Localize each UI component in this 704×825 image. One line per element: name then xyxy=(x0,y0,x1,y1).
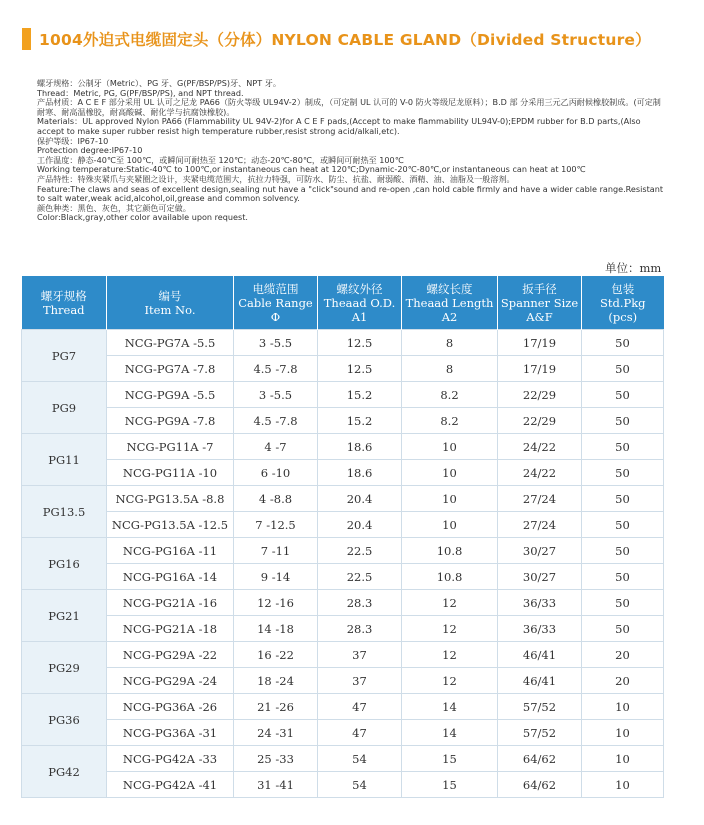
thread-od-cell: 18.6 xyxy=(318,460,402,486)
thread-length-cell: 10 xyxy=(402,486,498,512)
thread-od-cell: 28.3 xyxy=(318,616,402,642)
thread-cell: PG16 xyxy=(22,538,107,590)
item-no-cell: NCG-PG29A -24 xyxy=(107,668,234,694)
table-row xyxy=(22,746,664,772)
thread-od-cell: 54 xyxy=(318,772,402,798)
std-pkg-cell: 10 xyxy=(582,772,664,798)
thread-length-cell: 14 xyxy=(402,694,498,720)
thread-length-cell: 10 xyxy=(402,460,498,486)
page-title: 1004外迫式电缆固定头（分体）NYLON CABLE GLAND（Divided Structure） xyxy=(39,31,651,49)
table-row xyxy=(22,356,664,382)
spanner-size-cell: 64/62 xyxy=(498,772,582,798)
item-no-cell: NCG-PG13.5A -12.5 xyxy=(107,512,234,538)
cable-range-cell: 21 -26 xyxy=(234,694,318,720)
cable-range-cell: 25 -33 xyxy=(234,746,318,772)
thread-length-cell: 8 xyxy=(402,330,498,356)
thread-length-cell: 12 xyxy=(402,590,498,616)
std-pkg-cell: 50 xyxy=(582,616,664,642)
spec-line: Thread：Metric, PG, G(PF/BSP/PS), and NPT thread. xyxy=(37,87,244,98)
thread-length-cell: 8 xyxy=(402,356,498,382)
spec-line: 产品材质：A C E F 部分采用 UL 认可之尼龙 PA66（防火等级 UL94V-2）制成，（可定制 UL 认可的 V-0 防火等级尼龙原料）；B.D 部 分采用三元乙丙耐候橡胶制成。(可定制耐寒、耐高温橡胶，耐高酸碱、耐化学与抗腐蚀橡胶)。 xyxy=(37,97,661,117)
std-pkg-cell: 10 xyxy=(582,720,664,746)
table-row xyxy=(22,668,664,694)
table-header-row xyxy=(22,276,664,330)
spanner-size-cell: 30/27 xyxy=(498,538,582,564)
std-pkg-cell: 20 xyxy=(582,642,664,668)
thread-length-cell: 10 xyxy=(402,512,498,538)
header-thread: 螺牙规格 Thread xyxy=(22,276,107,330)
spanner-size-cell: 46/41 xyxy=(498,668,582,694)
thread-cell: PG11 xyxy=(22,434,107,486)
spanner-size-cell: 22/29 xyxy=(498,408,582,434)
thread-od-cell: 12.5 xyxy=(318,356,402,382)
thread-length-cell: 15 xyxy=(402,746,498,772)
spec-line: 螺牙规格：公制牙（Metric）、PG 牙、G(PF/BSP/PS)牙、NPT 牙。 xyxy=(37,78,281,88)
item-no-cell: NCG-PG11A -10 xyxy=(107,460,234,486)
table-row xyxy=(22,512,664,538)
table-row xyxy=(22,642,664,668)
thread-length-cell: 12 xyxy=(402,616,498,642)
cable-range-cell: 4 -7 xyxy=(234,434,318,460)
item-no-cell: NCG-PG36A -31 xyxy=(107,720,234,746)
std-pkg-cell: 50 xyxy=(582,486,664,512)
thread-cell: PG21 xyxy=(22,590,107,642)
thread-od-cell: 47 xyxy=(318,720,402,746)
item-no-cell: NCG-PG21A -16 xyxy=(107,590,234,616)
spec-line: Feature:The claws and seas of excellent design,sealing nut have a "click"sound and re-open ,can hold cable firmly and have a wider cable range.Resistant to salt water,weak acid,alcohol,oil,grease and common solvency. xyxy=(37,183,664,204)
item-no-cell: NCG-PG16A -14 xyxy=(107,564,234,590)
spec-line: 保护等级：IP67-10 xyxy=(37,135,109,146)
item-no-cell: NCG-PG9A -7.8 xyxy=(107,408,234,434)
thread-length-cell: 12 xyxy=(402,642,498,668)
item-no-cell: NCG-PG29A -22 xyxy=(107,642,234,668)
spanner-size-cell: 46/41 xyxy=(498,642,582,668)
cable-range-cell: 9 -14 xyxy=(234,564,318,590)
std-pkg-cell: 50 xyxy=(582,512,664,538)
item-no-cell: NCG-PG7A -7.8 xyxy=(107,356,234,382)
spanner-size-cell: 22/29 xyxy=(498,382,582,408)
cable-range-cell: 7 -12.5 xyxy=(234,512,318,538)
std-pkg-cell: 10 xyxy=(582,694,664,720)
std-pkg-cell: 50 xyxy=(582,330,664,356)
spanner-size-cell: 57/52 xyxy=(498,694,582,720)
std-pkg-cell: 50 xyxy=(582,356,664,382)
header-std-pkg: 包装 Std.Pkg (pcs) xyxy=(582,276,664,330)
cable-range-cell: 4.5 -7.8 xyxy=(234,356,318,382)
thread-length-cell: 8.2 xyxy=(402,408,498,434)
thread-od-cell: 18.6 xyxy=(318,434,402,460)
table-row xyxy=(22,616,664,642)
cable-range-cell: 7 -11 xyxy=(234,538,318,564)
cable-range-cell: 12 -16 xyxy=(234,590,318,616)
spec-line: 工作温度：静态-40℃至 100℃，或瞬间可耐热至 120℃；动态-20℃-80℃，或瞬间可耐热至 100℃ xyxy=(37,154,404,165)
thread-od-cell: 47 xyxy=(318,694,402,720)
thread-od-cell: 15.2 xyxy=(318,382,402,408)
page-header xyxy=(22,28,651,50)
spanner-size-cell: 17/19 xyxy=(498,330,582,356)
std-pkg-cell: 10 xyxy=(582,746,664,772)
table-row xyxy=(22,694,664,720)
spec-block xyxy=(37,79,667,223)
std-pkg-cell: 50 xyxy=(582,538,664,564)
spanner-size-cell: 36/33 xyxy=(498,590,582,616)
spec-line: Materials：UL approved Nylon PA66 (Flammability UL 94V-2)for A C E F pads,(Accept to make flammability UL94V-0);EPDM rubber for B.D parts,(Also accept to make super rubber resist high temperature rubber,resist strong acid/alkali,etc). xyxy=(37,116,641,136)
cable-range-cell: 31 -41 xyxy=(234,772,318,798)
thread-cell: PG42 xyxy=(22,746,107,798)
table-row xyxy=(22,382,664,408)
std-pkg-cell: 50 xyxy=(582,564,664,590)
thread-cell: PG9 xyxy=(22,382,107,434)
unit-label: 单位：mm xyxy=(605,261,662,275)
item-no-cell: NCG-PG42A -41 xyxy=(107,772,234,798)
cable-range-cell: 4.5 -7.8 xyxy=(234,408,318,434)
thread-cell: PG7 xyxy=(22,330,107,382)
table-row xyxy=(22,564,664,590)
table-row xyxy=(22,538,664,564)
spanner-size-cell: 36/33 xyxy=(498,616,582,642)
header-spanner-size: 扳手径 Spanner Size A&F xyxy=(498,276,582,330)
std-pkg-cell: 50 xyxy=(582,434,664,460)
thread-length-cell: 10.8 xyxy=(402,538,498,564)
std-pkg-cell: 50 xyxy=(582,382,664,408)
title-accent-bar xyxy=(22,28,31,50)
spanner-size-cell: 57/52 xyxy=(498,720,582,746)
header-thread-length: 螺纹长度 Theaad Length A2 xyxy=(402,276,498,330)
thread-od-cell: 20.4 xyxy=(318,486,402,512)
std-pkg-cell: 20 xyxy=(582,668,664,694)
thread-od-cell: 54 xyxy=(318,746,402,772)
thread-od-cell: 15.2 xyxy=(318,408,402,434)
thread-length-cell: 14 xyxy=(402,720,498,746)
table-row xyxy=(22,486,664,512)
spanner-size-cell: 30/27 xyxy=(498,564,582,590)
product-table xyxy=(21,276,664,798)
header-cable-range: 电缆范围 Cable Range Φ xyxy=(234,276,318,330)
spanner-size-cell: 24/22 xyxy=(498,460,582,486)
cable-range-cell: 18 -24 xyxy=(234,668,318,694)
spec-line: Color:Black,gray,other color available upon request. xyxy=(37,212,248,223)
header-thread-od: 螺纹外径 Theaad O.D. A1 xyxy=(318,276,402,330)
table-row xyxy=(22,408,664,434)
spanner-size-cell: 17/19 xyxy=(498,356,582,382)
table-row xyxy=(22,590,664,616)
thread-od-cell: 37 xyxy=(318,642,402,668)
item-no-cell: NCG-PG7A -5.5 xyxy=(107,330,234,356)
item-no-cell: NCG-PG42A -33 xyxy=(107,746,234,772)
thread-cell: PG36 xyxy=(22,694,107,746)
item-no-cell: NCG-PG11A -7 xyxy=(107,434,234,460)
item-no-cell: NCG-PG21A -18 xyxy=(107,616,234,642)
cable-range-cell: 3 -5.5 xyxy=(234,382,318,408)
thread-od-cell: 22.5 xyxy=(318,564,402,590)
item-no-cell: NCG-PG16A -11 xyxy=(107,538,234,564)
thread-length-cell: 15 xyxy=(402,772,498,798)
thread-od-cell: 37 xyxy=(318,668,402,694)
header-item-no: 编号 Item No. xyxy=(107,276,234,330)
spec-line: Protection degree:IP67-10 xyxy=(37,145,143,156)
cable-range-cell: 16 -22 xyxy=(234,642,318,668)
thread-od-cell: 20.4 xyxy=(318,512,402,538)
table-row xyxy=(22,720,664,746)
std-pkg-cell: 50 xyxy=(582,460,664,486)
thread-od-cell: 22.5 xyxy=(318,538,402,564)
spanner-size-cell: 27/24 xyxy=(498,512,582,538)
cable-range-cell: 3 -5.5 xyxy=(234,330,318,356)
spanner-size-cell: 24/22 xyxy=(498,434,582,460)
thread-od-cell: 12.5 xyxy=(318,330,402,356)
thread-length-cell: 10.8 xyxy=(402,564,498,590)
thread-length-cell: 8.2 xyxy=(402,382,498,408)
spec-line: Working temperature:Static-40℃ to 100℃,or instantaneous can heat at 120℃;Dynamic-20℃-80℃,or instantaneous can heat at 100℃ xyxy=(37,164,586,175)
item-no-cell: NCG-PG9A -5.5 xyxy=(107,382,234,408)
table-row xyxy=(22,330,664,356)
spanner-size-cell: 27/24 xyxy=(498,486,582,512)
cable-range-cell: 24 -31 xyxy=(234,720,318,746)
thread-od-cell: 28.3 xyxy=(318,590,402,616)
thread-cell: PG29 xyxy=(22,642,107,694)
cable-range-cell: 4 -8.8 xyxy=(234,486,318,512)
item-no-cell: NCG-PG13.5A -8.8 xyxy=(107,486,234,512)
std-pkg-cell: 50 xyxy=(582,408,664,434)
cable-range-cell: 14 -18 xyxy=(234,616,318,642)
table-row xyxy=(22,434,664,460)
spec-line: 颜色种类：黑色、灰色，其它颜色可定做。 xyxy=(37,202,191,213)
thread-cell: PG13.5 xyxy=(22,486,107,538)
spanner-size-cell: 64/62 xyxy=(498,746,582,772)
spec-line: 产品特性：特殊夹紧爪与夹紧圈之设计，夹紧电缆范围大，抗拉力特强，可防水、防尘、抗盐、耐弱酸、酒精、油、油脂及一般溶剂。 xyxy=(37,173,515,184)
table-body xyxy=(22,330,664,798)
cable-range-cell: 6 -10 xyxy=(234,460,318,486)
thread-length-cell: 12 xyxy=(402,668,498,694)
table-row xyxy=(22,460,664,486)
table-row xyxy=(22,772,664,798)
std-pkg-cell: 50 xyxy=(582,590,664,616)
item-no-cell: NCG-PG36A -26 xyxy=(107,694,234,720)
thread-length-cell: 10 xyxy=(402,434,498,460)
